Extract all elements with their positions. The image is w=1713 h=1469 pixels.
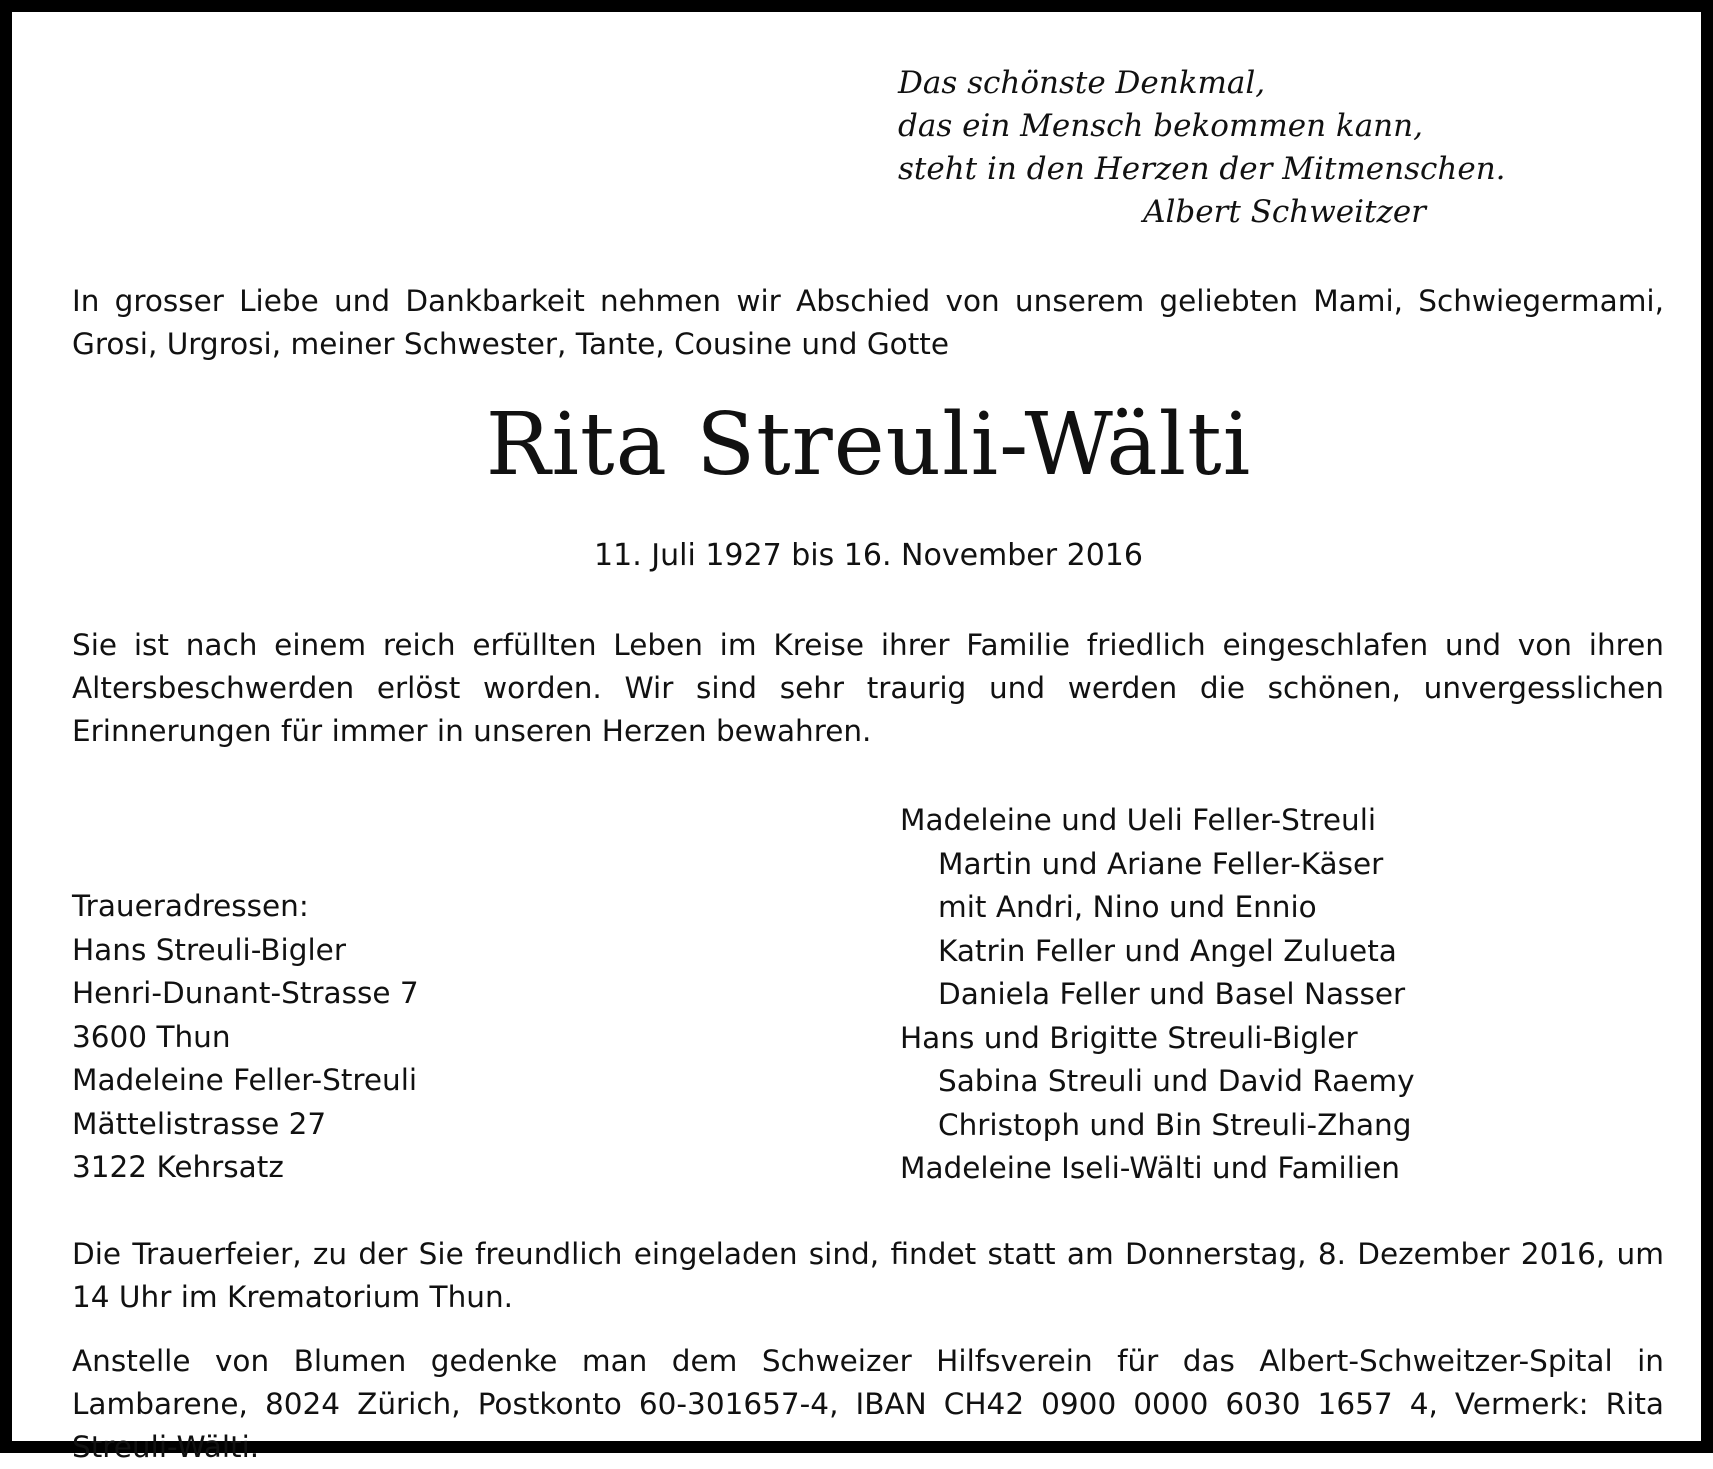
intro-paragraph: In grosser Liebe und Dankbarkeit nehmen wir Abschied von unserem geliebten Mami, Schwiegermami, Grosi, Urgrosi, meiner Schwester, Tante, Cousine und Gotte — [72, 284, 1664, 361]
quote-line: Das schönste Denkmal, — [898, 65, 1266, 101]
address-line: 3600 Thun — [72, 1019, 231, 1054]
mourner-line: Sabina Streuli und David Raemy — [938, 1064, 1415, 1098]
address-line: Hans Streuli-Bigler — [72, 932, 346, 967]
mourners-list — [900, 799, 1415, 1191]
address-line: Mättelistrasse 27 — [72, 1106, 327, 1141]
epigraph-quote — [898, 62, 1506, 234]
mourner-line: Madeleine Iseli-Wälti und Familien — [900, 1151, 1400, 1185]
mourner-line: Martin und Ariane Feller-Käser — [938, 846, 1384, 881]
mourner-line: Katrin Feller und Angel Zulueta — [938, 933, 1397, 968]
mourning-addresses — [72, 885, 419, 1190]
donation-paragraph: Anstelle von Blumen gedenke man dem Schweizer Hilfsverein für das Albert-Schweitzer-Spital in Lambarene, 8024 Zürich, Postkonto 60-301657-4, IBAN CH42 0900 0000 6030 1657 4, Vermerk: Rita Streuli-Wälti. — [72, 1344, 1664, 1464]
addresses-heading: Traueradressen: — [72, 889, 309, 923]
mourner-line: Christoph und Bin Streuli-Zhang — [938, 1107, 1412, 1142]
quote-author: Albert Schweitzer — [1143, 194, 1426, 230]
mourner-line: mit Andri, Nino und Ennio — [938, 890, 1317, 924]
address-line: 3122 Kehrsatz — [72, 1150, 284, 1184]
address-line: Madeleine Feller-Streuli — [72, 1063, 418, 1097]
quote-line: das ein Mensch bekommen kann, — [898, 108, 1423, 144]
address-line: Henri-Dunant-Strasse 7 — [72, 976, 419, 1010]
quote-line: steht in den Herzen der Mitmenschen. — [898, 151, 1506, 187]
mourner-line: Daniela Feller und Basel Nasser — [938, 977, 1406, 1011]
mourner-line: Hans und Brigitte Streuli-Bigler — [900, 1020, 1358, 1055]
deceased-name: Rita Streuli-Wälti — [485, 395, 1252, 495]
life-paragraph: Sie ist nach einem reich erfüllten Leben im Kreise ihrer Familie friedlich eingeschlafen und von ihren Altersbeschwerden erlöst worden. Wir sind sehr traurig und werden die schönen, unvergesslichen Erinnerungen für immer in unseren Herzen bewahren. — [72, 628, 1664, 748]
life-dates: 11. Juli 1927 bis 16. November 2016 — [594, 538, 1143, 573]
mourner-line: Madeleine und Ueli Feller-Streuli — [900, 803, 1377, 837]
ceremony-paragraph: Die Trauerfeier, zu der Sie freundlich eingeladen sind, findet statt am Donnerstag, 8. Dezember 2016, um 14 Uhr im Krematorium Thun. — [72, 1237, 1664, 1314]
